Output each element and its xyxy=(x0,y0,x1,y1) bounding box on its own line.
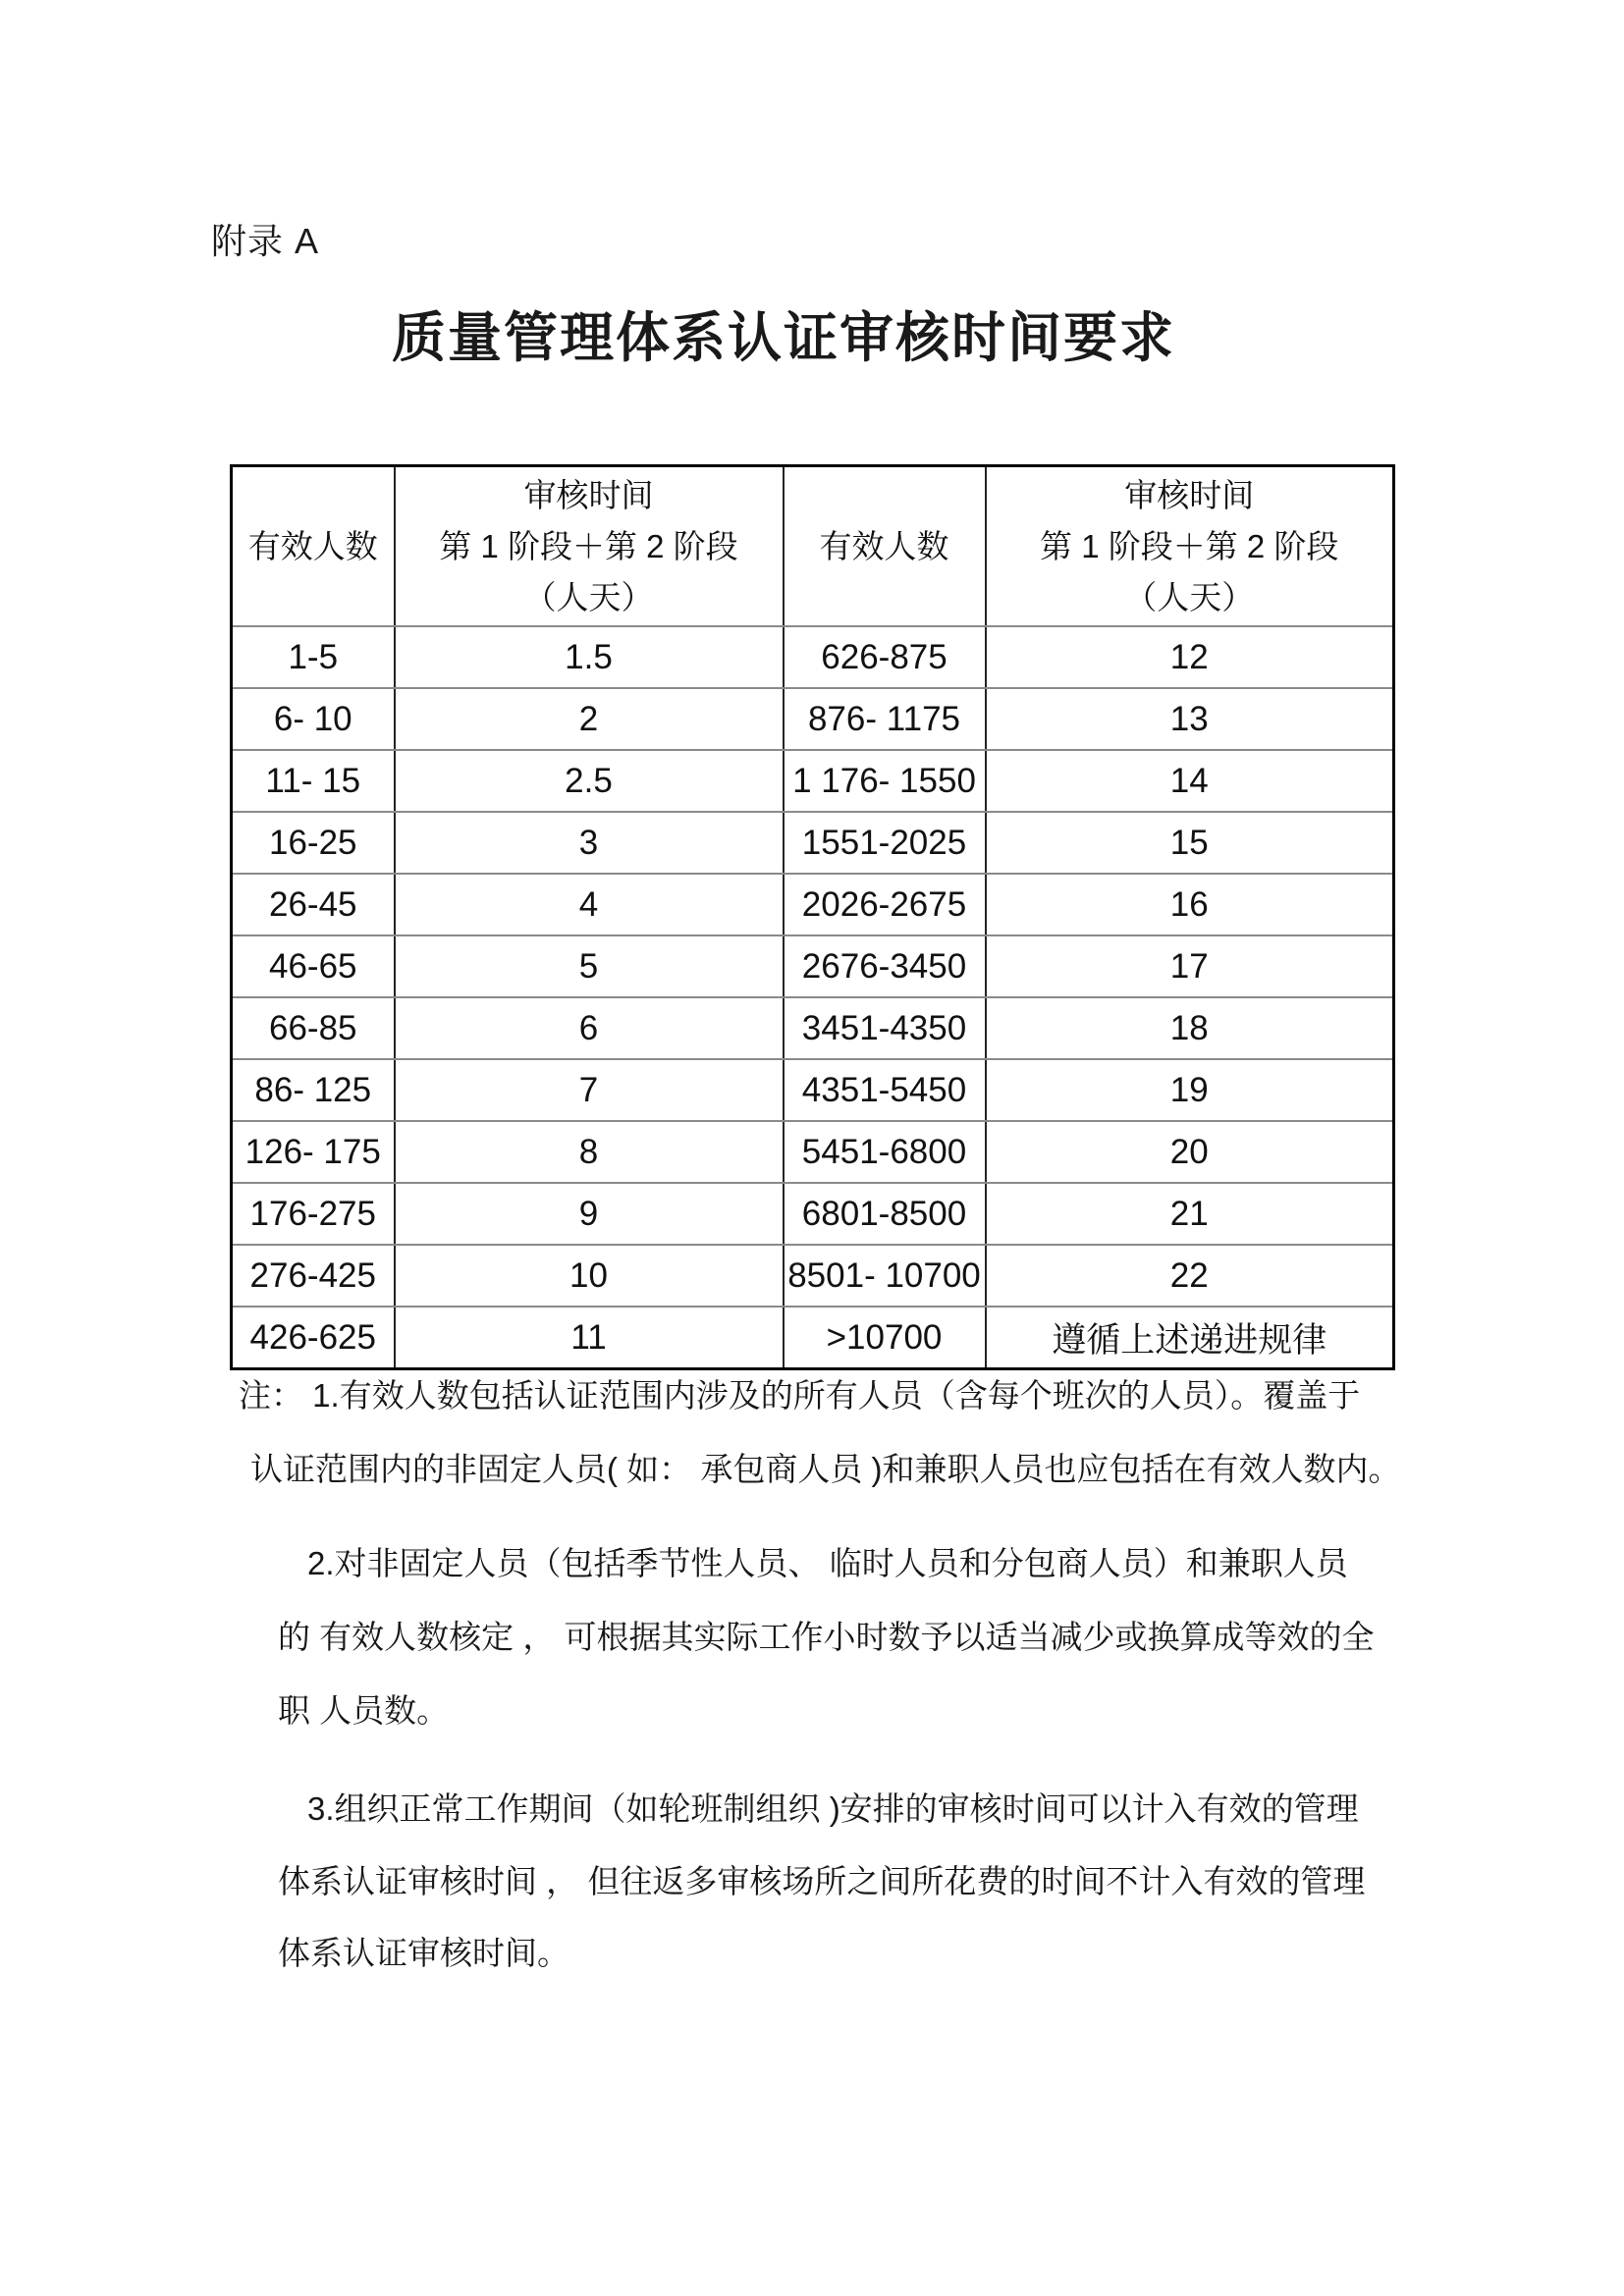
table-cell: 426-625 xyxy=(232,1307,395,1369)
table-cell: 3451-4350 xyxy=(784,997,986,1059)
table-cell: 5451-6800 xyxy=(784,1121,986,1183)
table-cell: 15 xyxy=(986,812,1394,874)
table-row xyxy=(232,750,1394,812)
appendix-label: 附录 A xyxy=(211,221,320,261)
table-cell: 1 176- 1550 xyxy=(784,750,986,812)
table-row xyxy=(232,997,1394,1059)
table-row xyxy=(232,688,1394,750)
table-row xyxy=(232,1121,1394,1183)
table-header-row xyxy=(232,466,1394,627)
header-audit-time-right xyxy=(986,466,1394,627)
table-cell: 6 xyxy=(395,997,784,1059)
table-cell: 19 xyxy=(986,1059,1394,1121)
table-cell: 12 xyxy=(986,626,1394,688)
table-cell: 2676-3450 xyxy=(784,935,986,997)
header-line-3: （人天） xyxy=(1124,578,1255,615)
header-label: 有效人数 xyxy=(819,527,949,564)
header-effective-people-right xyxy=(784,466,986,627)
table-cell: >10700 xyxy=(784,1307,986,1369)
table-row xyxy=(232,1059,1394,1121)
header-label: 有效人数 xyxy=(247,527,378,564)
audit-time-table xyxy=(230,464,1395,1370)
table-cell: 21 xyxy=(986,1183,1394,1245)
table-cell: 8 xyxy=(395,1121,784,1183)
header-line-2: 第 1 阶段＋第 2 阶段 xyxy=(1040,527,1339,564)
table-cell: 2.5 xyxy=(395,750,784,812)
note-3-line-3: 体系认证审核时间。 xyxy=(278,1935,569,1971)
header-line-2: 第 1 阶段＋第 2 阶段 xyxy=(439,527,738,564)
table-cell: 11- 15 xyxy=(232,750,395,812)
table-cell: 2 xyxy=(395,688,784,750)
table-cell: 26-45 xyxy=(232,874,395,935)
table-row xyxy=(232,874,1394,935)
table-cell: 22 xyxy=(986,1245,1394,1307)
table-cell: 46-65 xyxy=(232,935,395,997)
table-cell: 126- 175 xyxy=(232,1121,395,1183)
table-cell: 5 xyxy=(395,935,784,997)
table-cell: 1551-2025 xyxy=(784,812,986,874)
table-cell: 1-5 xyxy=(232,626,395,688)
table-cell: 10 xyxy=(395,1245,784,1307)
table-cell: 626-875 xyxy=(784,626,986,688)
table-cell: 11 xyxy=(395,1307,784,1369)
note-1-line-1: 注： 1.有效人数包括认证范围内涉及的所有人员（含每个班次的人员）。覆盖于 xyxy=(239,1377,1361,1414)
header-line-3: （人天） xyxy=(523,578,654,615)
table-cell: 1.5 xyxy=(395,626,784,688)
header-effective-people-left xyxy=(232,466,395,627)
note-2-line-1: 2.对非固定人员（包括季节性人员、 临时人员和分包商人员）和兼职人员 xyxy=(307,1545,1348,1581)
table-cell: 7 xyxy=(395,1059,784,1121)
table-row xyxy=(232,935,1394,997)
header-audit-time-left xyxy=(395,466,784,627)
table-cell: 276-425 xyxy=(232,1245,395,1307)
note-3-line-1: 3.组织正常工作期间（如轮班制组织 )安排的审核时间可以计入有效的管理 xyxy=(307,1790,1359,1827)
table-cell: 3 xyxy=(395,812,784,874)
table-cell: 9 xyxy=(395,1183,784,1245)
table-cell: 176-275 xyxy=(232,1183,395,1245)
table-cell: 18 xyxy=(986,997,1394,1059)
table-cell: 17 xyxy=(986,935,1394,997)
page-title: 质量管理体系认证审核时间要求 xyxy=(392,307,1176,368)
table-row xyxy=(232,1307,1394,1369)
note-2-line-3: 职 人员数。 xyxy=(278,1692,450,1729)
note-3-line-2: 体系认证审核时间 ， 但往返多审核场所之间所花费的时间不计入有效的管理 xyxy=(278,1863,1366,1899)
table-row xyxy=(232,1183,1394,1245)
note-1-line-2: 认证范围内的非固定人员( 如： 承包商人员 )和兼职人员也应包括在有效人数内。 xyxy=(250,1451,1401,1487)
table-cell: 遵循上述递进规律 xyxy=(986,1307,1394,1369)
table-cell: 13 xyxy=(986,688,1394,750)
table-row xyxy=(232,626,1394,688)
table-cell: 2026-2675 xyxy=(784,874,986,935)
table-cell: 86- 125 xyxy=(232,1059,395,1121)
table-cell: 4 xyxy=(395,874,784,935)
table-cell: 6801-8500 xyxy=(784,1183,986,1245)
table-cell: 876- 1175 xyxy=(784,688,986,750)
table-cell: 16-25 xyxy=(232,812,395,874)
table-cell: 4351-5450 xyxy=(784,1059,986,1121)
note-2-line-2: 的 有效人数核定 ， 可根据其实际工作小时数予以适当减少或换算成等效的全 xyxy=(278,1619,1375,1655)
table-cell: 14 xyxy=(986,750,1394,812)
table-cell: 6- 10 xyxy=(232,688,395,750)
table-cell: 8501- 10700 xyxy=(784,1245,986,1307)
table-cell: 20 xyxy=(986,1121,1394,1183)
table-cell: 16 xyxy=(986,874,1394,935)
header-line-1: 审核时间 xyxy=(1124,476,1255,513)
table-cell: 66-85 xyxy=(232,997,395,1059)
table-row xyxy=(232,812,1394,874)
header-line-1: 审核时间 xyxy=(523,476,654,513)
table-row xyxy=(232,1245,1394,1307)
